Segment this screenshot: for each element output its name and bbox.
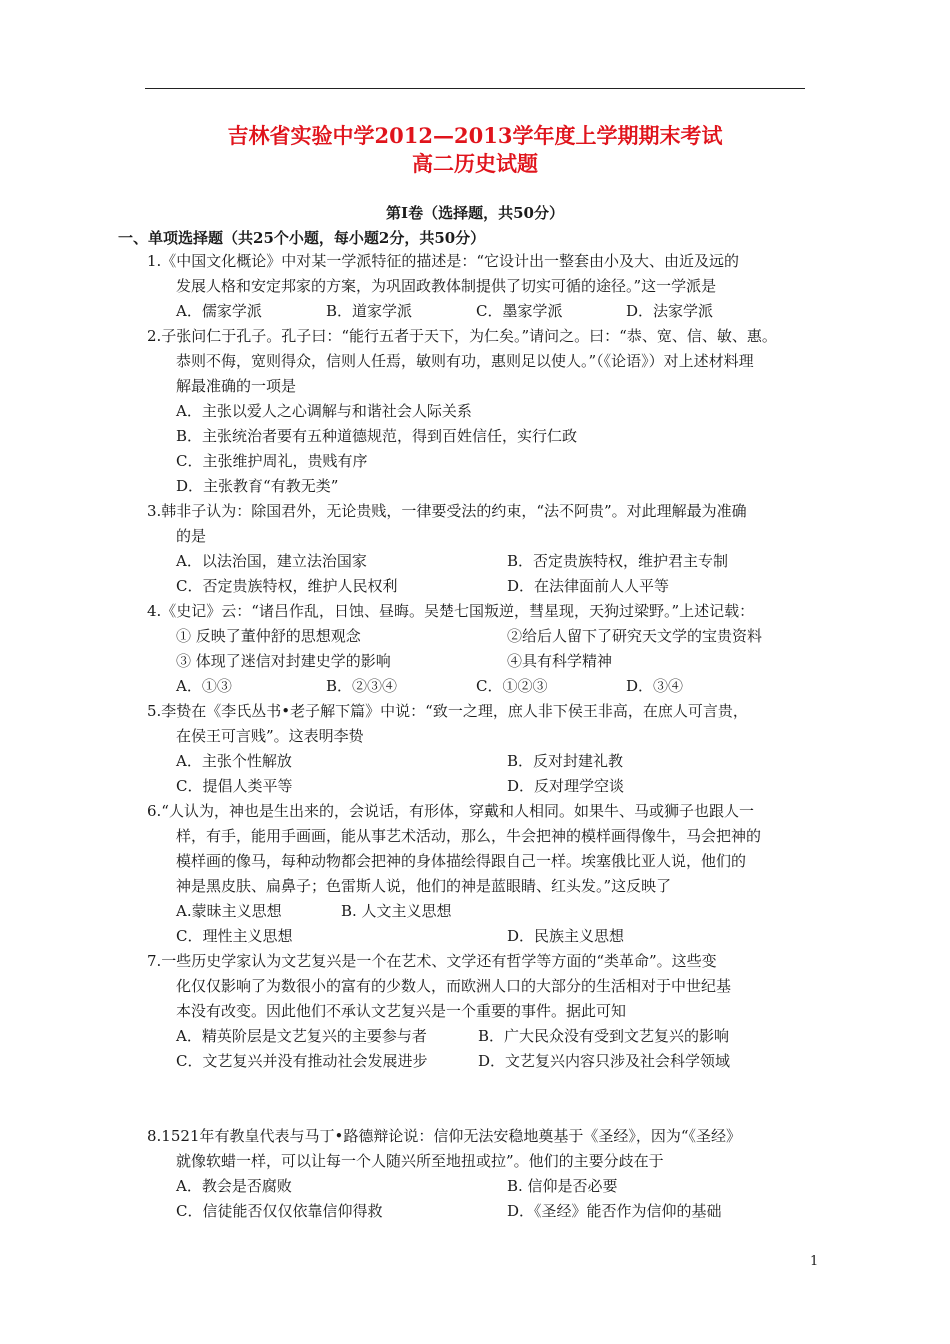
option-d: D．法家学派 — [626, 302, 714, 320]
option-d: D．在法律面前人人平等 — [507, 577, 670, 595]
option-row — [147, 774, 815, 799]
option-c: C．信徒能否仅仅依靠信仰得救 — [176, 1202, 383, 1220]
option-a: A．精英阶层是文艺复兴的主要参与者 — [176, 1027, 427, 1045]
option-row — [147, 899, 815, 924]
question-1 — [147, 249, 815, 324]
exam-subtitle: 高二历史试题 — [412, 151, 538, 176]
question-stem-line: 本没有改变。因此他们不承认文艺复兴是一个重要的事件。据此可知 — [176, 1002, 627, 1020]
option-b: B．广大民众没有受到文艺复兴的影响 — [478, 1027, 730, 1045]
option-b: B．道家学派 — [326, 302, 413, 320]
option-a: A．主张以爱人之心调解与和谐社会人际关系 — [176, 402, 472, 420]
question-6 — [147, 799, 815, 949]
option-a: A．以法治国，建立法治国家 — [176, 552, 367, 570]
question-stem-line: 神是黑皮肤、扁鼻子；色雷斯人说，他们的神是蓝眼睛、红头发。”这反映了 — [176, 877, 672, 895]
question-5 — [147, 699, 815, 799]
question-stem-line: 3.韩非子认为：除国君外，无论贵贱，一律要受法的约束，“法不阿贵”。对此理解最为准确 — [147, 502, 747, 520]
option-row — [147, 1174, 815, 1199]
option-row — [147, 924, 815, 949]
option-c: C．主张维护周礼，贵贱有序 — [176, 452, 368, 470]
question-stem-line: 解最准确的一项是 — [176, 377, 297, 395]
option-row — [147, 1199, 815, 1224]
option-row — [147, 1049, 815, 1074]
question-stem-line: 1.《中国文化概论》中对某一学派特征的描述是：“它设计出一整套由小及大、由近及远的 — [147, 252, 739, 270]
option-b: B．主张统治者要有五种道德规范，得到百姓信任，实行仁政 — [176, 427, 578, 445]
option-a: A．主张个性解放 — [176, 752, 292, 770]
option-row — [147, 299, 815, 324]
statement-row — [147, 649, 815, 674]
question-stem-line: 7.一些历史学家认为文艺复兴是一个在艺术、文学还有哲学等方面的“类革命”。这些变 — [147, 952, 717, 970]
option-a: A．教会是否腐败 — [176, 1177, 292, 1195]
question-stem-line: 6.“人认为，神也是生出来的，会说话，有形体，穿戴和人相同。如果牛、马或狮子也跟人一 — [147, 802, 754, 820]
statement-4: ④具有科学精神 — [507, 652, 613, 670]
option-a: A．儒家学派 — [176, 302, 262, 320]
question-stem-line: 的是 — [176, 527, 207, 545]
section-title: 第Ⅰ卷（选择题，共50分） — [386, 204, 564, 222]
statement-row — [147, 624, 815, 649]
question-stem-line: 在侯王可言贱”。这表明李贽 — [176, 727, 364, 745]
option-row — [147, 674, 815, 699]
option-c: C．①②③ — [476, 677, 548, 695]
question-8 — [147, 1124, 815, 1224]
question-stem-line: 模样画的像马，每种动物都会把神的身体描绘得跟自己一样。埃塞俄比亚人说，他们的 — [176, 852, 747, 870]
option-b: B. 信仰是否必要 — [507, 1177, 618, 1195]
question-stem-line: 样，有手，能用手画画，能从事艺术活动，那么，牛会把神的模样画得像牛，马会把神的 — [176, 827, 762, 845]
option-row — [147, 549, 815, 574]
question-3 — [147, 499, 815, 599]
option-c: C．提倡人类平等 — [176, 777, 293, 795]
option-row — [147, 574, 815, 599]
option-b: B．否定贵族特权，维护君主专制 — [507, 552, 729, 570]
exam-title: 吉林省实验中学2012—2013学年度上学期期末考试 — [227, 123, 723, 148]
part-heading: 一、单项选择题（共25个小题，每小题2分，共50分） — [118, 229, 486, 247]
option-d: D．③④ — [626, 677, 684, 695]
option-d: D．民族主义思想 — [507, 927, 625, 945]
option-a: A.蒙昧主义思想 — [176, 902, 282, 920]
statement-1: ① 反映了董仲舒的思想观念 — [176, 627, 361, 645]
option-b: B．②③④ — [326, 677, 398, 695]
option-d: D．反对理学空谈 — [507, 777, 625, 795]
option-b: B. 人文主义思想 — [341, 902, 452, 920]
option-c: C．否定贵族特权，维护人民权利 — [176, 577, 398, 595]
question-stem-line: 4.《史记》云：“诸吕作乱，日蚀、昼晦。吴楚七国叛逆，彗星现，天狗过梁野。”上述记载： — [147, 602, 755, 620]
question-stem-line: 2.子张问仁于孔子。孔子曰：“能行五者于天下，为仁矣。”请问之。曰：“恭、宽、信、敏、惠。 — [147, 327, 777, 345]
statement-3: ③ 体现了迷信对封建史学的影响 — [176, 652, 391, 670]
header-rule — [145, 88, 805, 89]
page-number: 1 — [810, 1254, 819, 1269]
option-a: A．①③ — [176, 677, 232, 695]
option-b: B．反对封建礼教 — [507, 752, 624, 770]
option-c: C．文艺复兴并没有推动社会发展进步 — [176, 1052, 428, 1070]
option-row — [147, 749, 815, 774]
option-d: D．主张教育“有教无类” — [176, 477, 339, 495]
question-stem-line: 恭则不侮，宽则得众，信则人任焉，敏则有功，惠则足以使人。”（《论语》）对上述材料理 — [176, 352, 754, 370]
question-stem-line: 8.1521年有教皇代表与马丁•路德辩论说：信仰无法安稳地奠基于《圣经》，因为“《圣经》 — [147, 1127, 742, 1145]
question-list — [147, 249, 815, 1224]
question-stem-line: 就像软蜡一样，可以让每一个人随兴所至地扭或拉”。他们的主要分歧在于 — [176, 1152, 664, 1170]
statement-2: ②给后人留下了研究天文学的宝贵资料 — [507, 627, 763, 645]
question-stem-line: 5.李贽在《李氏丛书•老子解下篇》中说：“致一之理，庶人非下侯王非高，在庶人可言贵， — [147, 702, 748, 720]
spacer — [147, 1074, 815, 1124]
option-c: C．理性主义思想 — [176, 927, 293, 945]
question-stem-line: 发展人格和安定邦家的方案，为巩固政教体制提供了切实可循的途径。”这一学派是 — [176, 277, 717, 295]
option-d: D．文艺复兴内容只涉及社会科学领域 — [478, 1052, 731, 1070]
option-row — [147, 1024, 815, 1049]
question-7 — [147, 949, 815, 1074]
option-d: D．《圣经》能否作为信仰的基础 — [507, 1202, 722, 1220]
option-c: C．墨家学派 — [476, 302, 563, 320]
question-4 — [147, 599, 815, 699]
question-2 — [147, 324, 815, 499]
question-stem-line: 化仅仅影响了为数很小的富有的少数人，而欧洲人口的大部分的生活相对于中世纪基 — [176, 977, 732, 995]
